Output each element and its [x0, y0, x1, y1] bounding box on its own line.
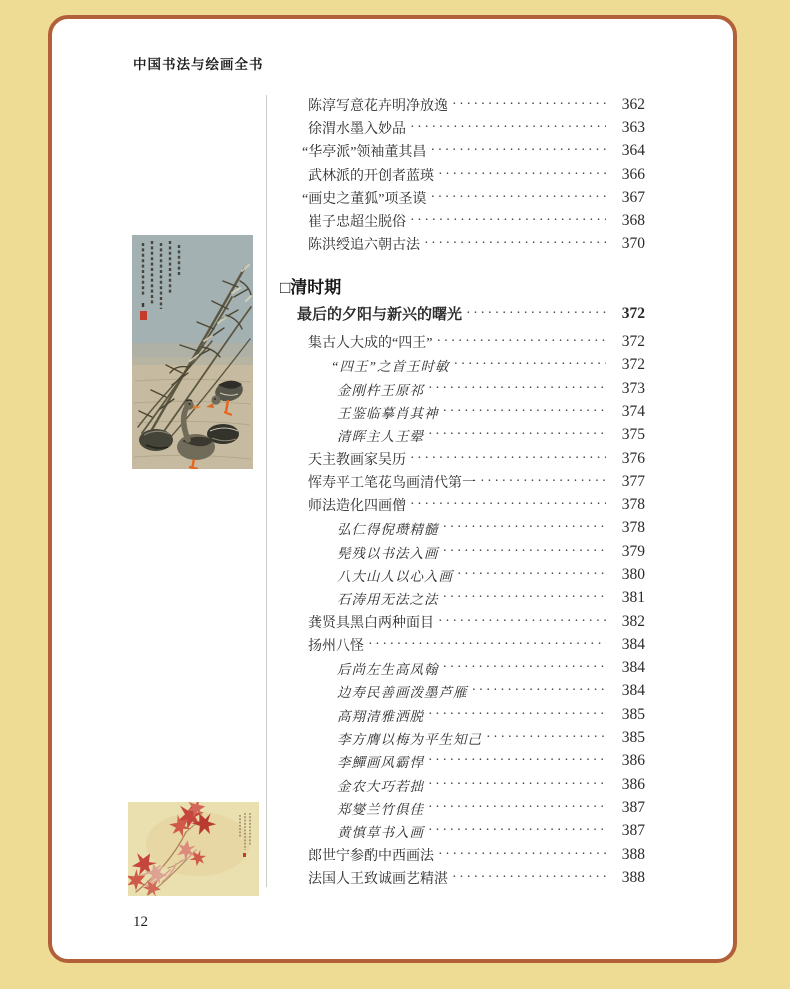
toc-dot-leader [430, 190, 606, 206]
toc-dot-leader [428, 753, 606, 769]
toc-entry-label: 李方膺以梅为平生知己 [337, 732, 482, 748]
toc-entry-page-number: 376 [621, 449, 645, 467]
seal-mark [243, 853, 246, 857]
toc-entry-page-number: 377 [621, 472, 645, 490]
toc-entry [280, 93, 645, 116]
toc-dot-leader [410, 213, 606, 229]
toc-dot-leader [428, 800, 606, 816]
toc-entry [280, 233, 645, 256]
toc-dot-leader [472, 683, 607, 699]
toc-entry-page-number: 388 [621, 868, 645, 886]
toc-entry [280, 726, 645, 749]
toc-entry [280, 703, 645, 726]
toc-entry-label: 八大山人以心入画 [337, 568, 453, 584]
toc-entry-page-number: 385 [621, 705, 645, 723]
toc-entry [280, 302, 645, 325]
toc-entry-label: 髡残以书法入画 [337, 545, 439, 561]
toc-entry-page-number: 362 [621, 95, 645, 113]
toc-entry-page-number: 384 [621, 635, 645, 653]
toc-entry-label: 后尚左生高凤翰 [337, 662, 439, 678]
toc-entry-page-number: 387 [621, 798, 645, 816]
page-number: 12 [133, 914, 148, 930]
toc-entry [280, 657, 645, 680]
toc-entry-page-number: 374 [621, 402, 645, 420]
toc-entry-label: 黄慎草书入画 [337, 825, 424, 841]
toc-dot-leader [424, 236, 606, 252]
toc-dot-leader [410, 451, 606, 467]
toc-entry-label: 李鱓画风霸悍 [337, 755, 424, 771]
toc-entry-label: 金农大巧若拙 [337, 778, 424, 794]
toc-entry-page-number: 382 [621, 612, 645, 630]
toc-dot-leader [428, 823, 606, 839]
toc-entry-page-number: 379 [621, 542, 645, 560]
toc-entry-label: 陈淳写意花卉明净放逸 [308, 98, 448, 114]
toc-entry-page-number: 378 [621, 519, 645, 537]
toc-dot-leader [443, 404, 607, 420]
toc-entry [280, 140, 645, 163]
toc-dot-leader [443, 660, 607, 676]
toc-entry-page-number: 384 [621, 682, 645, 700]
toc-entry-label: 郑燮兰竹俱佳 [337, 801, 424, 817]
toc-entry [280, 587, 645, 610]
toc-dot-leader [443, 544, 607, 560]
toc-entry-page-number: 375 [621, 426, 645, 444]
toc-entry [280, 163, 645, 186]
toc-dot-leader [457, 567, 606, 583]
toc-dot-leader [438, 614, 606, 630]
toc-entry-page-number: 378 [621, 496, 645, 514]
toc-dot-leader [410, 120, 606, 136]
toc-entry-page-number: 388 [621, 845, 645, 863]
toc-entry [280, 796, 645, 819]
toc-entry [280, 377, 645, 400]
toc-entry-label: 弘仁得倪瓒精髓 [337, 522, 439, 538]
toc-entry-label: 天主教画家吴历 [308, 452, 406, 468]
toc-entry-label: 金刚杵王原祁 [337, 382, 424, 398]
toc-entry-label: 恽寿平工笔花鸟画清代第一 [308, 475, 476, 491]
toc-entry [280, 116, 645, 139]
toc-dot-leader [436, 334, 606, 350]
toc-entry-label: 最后的夕阳与新兴的曙光 [297, 306, 463, 324]
toc-entry-page-number: 367 [621, 188, 645, 206]
toc-entry-label: 徐渭水墨入妙品 [308, 121, 406, 137]
toc-entry-label: 龚贤具黑白两种面目 [308, 615, 434, 631]
toc-dot-leader [466, 306, 606, 322]
toc-dot-leader [428, 381, 606, 397]
toc-entry [280, 633, 645, 656]
toc-entry [280, 750, 645, 773]
toc-entry-label: 陈洪绶追六朝古法 [308, 238, 420, 254]
toc-entry [280, 866, 645, 889]
book-page [48, 15, 737, 963]
toc-entry-label: 扬州八怪 [308, 638, 364, 654]
toc-entry-page-number: 372 [621, 304, 645, 322]
reed-geese-painting [132, 235, 253, 469]
toc-entry [280, 563, 645, 586]
toc-entry [280, 540, 645, 563]
toc-dot-leader [368, 637, 606, 653]
toc-dot-leader [443, 520, 607, 536]
toc-entry [280, 820, 645, 843]
toc-entry-page-number: 368 [621, 212, 645, 230]
toc-dot-leader [480, 474, 606, 490]
toc-entry-label: “四王”之首王时敏 [331, 359, 450, 375]
toc-dot-leader [454, 357, 606, 373]
table-of-contents [280, 93, 645, 890]
toc-entry [280, 424, 645, 447]
toc-dot-leader [438, 167, 606, 183]
toc-entry-label: 郎世宁参酌中西画法 [308, 848, 434, 864]
toc-entry-label: “画史之董狐”项圣谟 [302, 191, 427, 207]
toc-entry-label: “华亭派”领袖董其昌 [302, 145, 427, 161]
toc-dot-leader [430, 143, 606, 159]
toc-entry [280, 186, 645, 209]
toc-entry-page-number: 386 [621, 752, 645, 770]
toc-dot-leader [438, 847, 606, 863]
toc-entry-page-number: 380 [621, 565, 645, 583]
reed-geese-painting-image [132, 235, 253, 469]
toc-dot-leader [443, 590, 607, 606]
toc-entry-label: 清晖主人王翚 [337, 429, 424, 445]
toc-entry-label: 边寿民善画泼墨芦雁 [337, 685, 468, 701]
toc-entry-page-number: 384 [621, 659, 645, 677]
toc-entry-label: 崔子忠超尘脱俗 [308, 215, 406, 231]
toc-entry-label: 集古人大成的“四王” [308, 336, 433, 352]
toc-entry [280, 330, 645, 353]
toc-dot-leader [428, 427, 606, 443]
toc-entry-page-number: 370 [621, 235, 645, 253]
toc-entry-label: 法国人王致诚画艺精湛 [308, 871, 448, 887]
toc-entry [280, 470, 645, 493]
toc-entry-page-number: 381 [621, 589, 645, 607]
toc-entry-label: 石涛用无法之法 [337, 592, 439, 608]
column-divider-line [266, 95, 267, 887]
toc-entry [280, 680, 645, 703]
toc-entry-page-number: 386 [621, 775, 645, 793]
toc-entry [280, 843, 645, 866]
toc-entry-label: □清时期 [280, 277, 342, 297]
toc-entry-label: 高翔清雅洒脱 [337, 708, 424, 724]
toc-dot-leader [428, 707, 606, 723]
toc-entry [280, 447, 645, 470]
toc-entry-page-number: 385 [621, 729, 645, 747]
toc-entry [280, 773, 645, 796]
toc-entry-page-number: 363 [621, 118, 645, 136]
toc-entry-page-number: 366 [621, 165, 645, 183]
toc-entry [280, 354, 645, 377]
toc-entry [280, 517, 645, 540]
seal-mark [140, 311, 147, 320]
book-title: 中国书法与绘画全书 [133, 57, 264, 72]
toc-dot-leader [410, 497, 606, 513]
toc-entry-label: 武林派的开创者蓝瑛 [308, 168, 434, 184]
toc-entry [280, 493, 645, 516]
toc-entry-label: 王鉴临摹肖其神 [337, 405, 439, 421]
toc-dot-leader [486, 730, 606, 746]
toc-entry-label: 师法造化四画僧 [308, 499, 406, 515]
toc-entry [280, 270, 645, 300]
toc-entry [280, 209, 645, 232]
toc-dot-leader [452, 97, 606, 113]
toc-entry-page-number: 387 [621, 822, 645, 840]
toc-entry-page-number: 372 [621, 333, 645, 351]
red-leaves-painting-image [128, 802, 259, 896]
red-leaves-painting [128, 802, 259, 896]
toc-entry [280, 610, 645, 633]
toc-entry-page-number: 364 [621, 142, 645, 160]
toc-entry-page-number: 372 [621, 356, 645, 374]
toc-entry [280, 400, 645, 423]
toc-dot-leader [428, 777, 606, 793]
toc-entry-page-number: 373 [621, 379, 645, 397]
toc-dot-leader [452, 870, 606, 886]
